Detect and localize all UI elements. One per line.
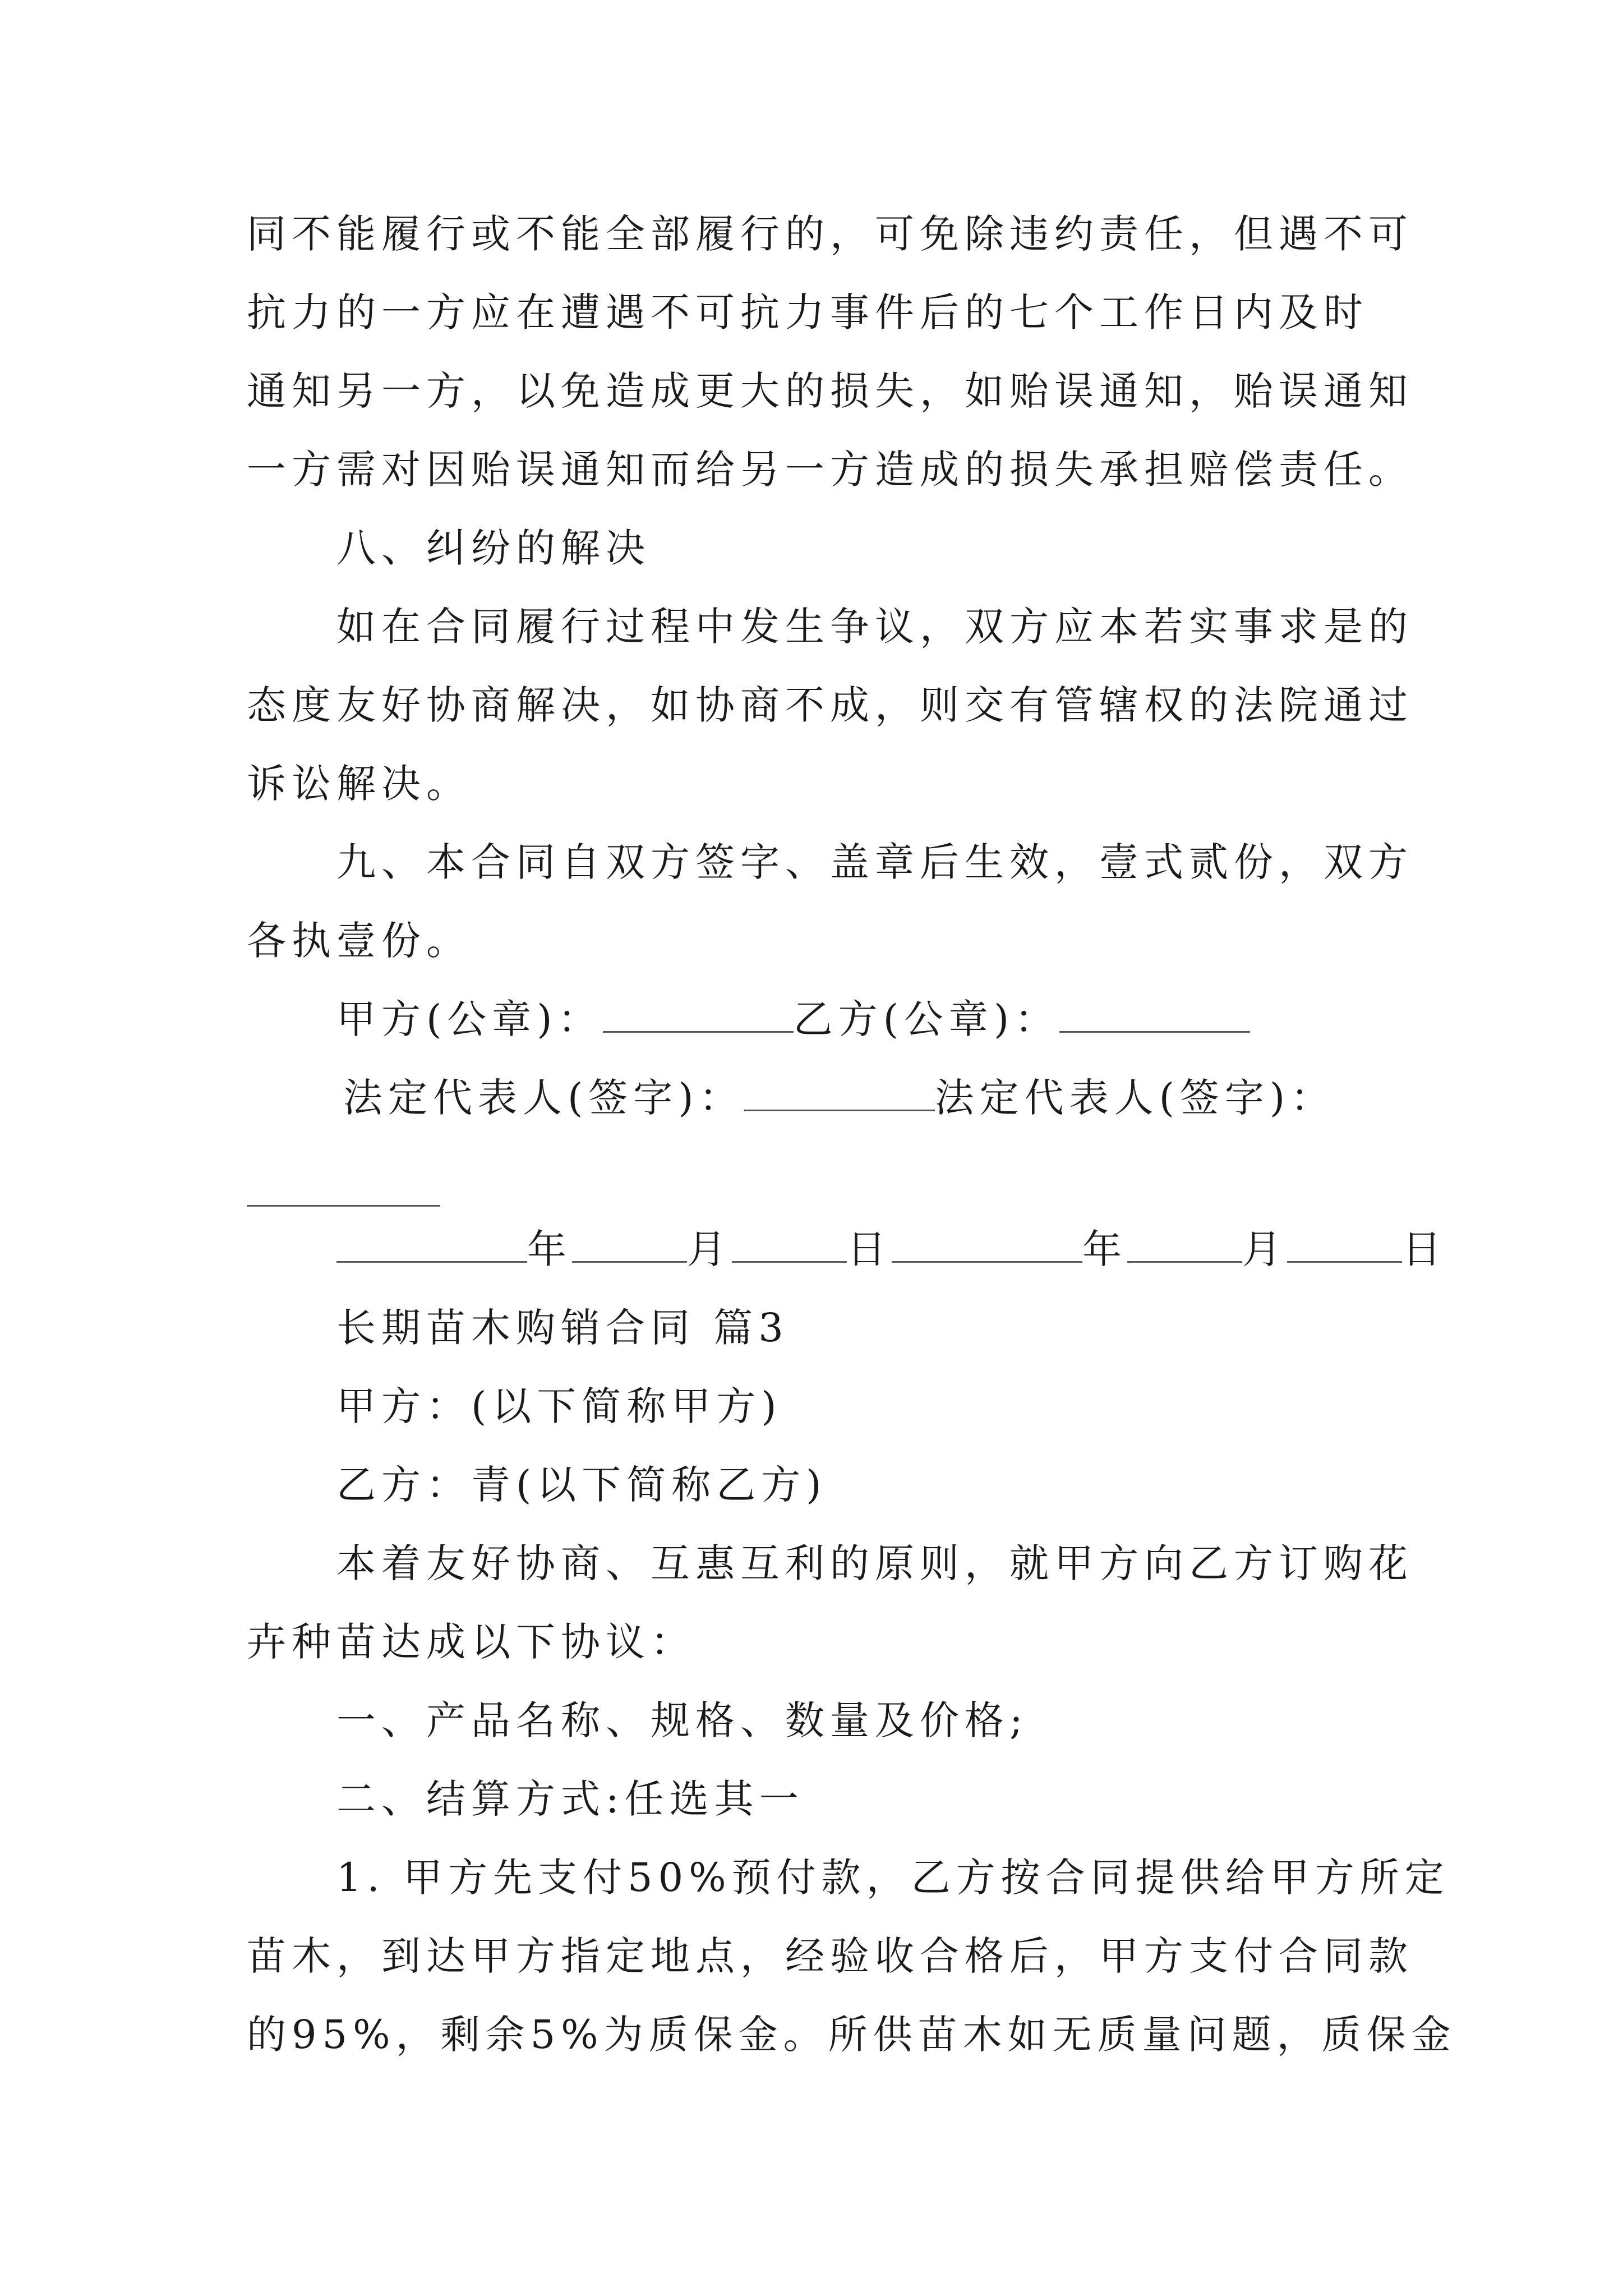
party-a-line: 甲方：(以下简称甲方) [336, 1383, 782, 1429]
date-b-year-blank [892, 1227, 1082, 1263]
clause-line: 的95%，剩余5%为质保金。所供苗木如无质量问题，质保金 [247, 2012, 1456, 2058]
section-heading: 八、纠纷的解决 [336, 525, 651, 571]
paragraph-line: 诉讼解决。 [247, 761, 471, 807]
date-day-label: 日 [1402, 1226, 1447, 1272]
party-b-seal-blank [1059, 997, 1250, 1033]
intro-line: 卉种苗达成以下协议： [247, 1619, 695, 1665]
representative-row [343, 1073, 1335, 1123]
section-title: 长期苗木购销合同 篇3 [336, 1305, 789, 1351]
date-a-month-blank [572, 1227, 687, 1263]
rep-b-blank [247, 1205, 440, 1207]
clause-line: 苗木，到达甲方指定地点，经验收合格后，甲方支付合同款 [247, 1933, 1413, 1979]
seal-row [336, 994, 1250, 1045]
date-year-label: 年 [1082, 1226, 1127, 1272]
paragraph-line: 态度友好协商解决，如协商不成，则交有管辖权的法院通过 [247, 682, 1413, 728]
rep-b-label: 法定代表人(签字)： [934, 1075, 1336, 1121]
date-month-label: 月 [1242, 1226, 1287, 1272]
paragraph-line: 同不能履行或不能全部履行的，可免除违约责任，但遇不可 [247, 211, 1413, 257]
rep-a-blank [744, 1076, 935, 1111]
clause-line: 1. 甲方先支付50%预付款，乙方按合同提供给甲方所定 [336, 1855, 1450, 1901]
party-a-seal-label: 甲方(公章)： [336, 996, 603, 1042]
date-month-label: 月 [687, 1226, 732, 1272]
paragraph-line: 通知另一方，以免造成更大的损失，如贻误通知，贻误通知 [247, 368, 1413, 414]
party-b-line: 乙方：青(以下简称乙方) [336, 1462, 827, 1508]
paragraph-line: 抗力的一方应在遭遇不可抗力事件后的七个工作日内及时 [247, 289, 1368, 335]
party-b-seal-label: 乙方(公章)： [793, 996, 1060, 1042]
date-a-year-blank [336, 1227, 527, 1263]
date-a-day-blank [732, 1227, 847, 1263]
clause-heading: 二、结算方式:任选其一 [336, 1776, 804, 1822]
date-b-day-blank [1287, 1227, 1402, 1263]
rep-a-label: 法定代表人(签字)： [343, 1075, 744, 1121]
paragraph-line: 一方需对因贻误通知而给另一方造成的损失承担赔偿责任。 [247, 447, 1413, 493]
paragraph-line: 各执壹份。 [247, 918, 471, 964]
date-b-month-blank [1127, 1227, 1242, 1263]
date-day-label: 日 [847, 1226, 892, 1272]
intro-line: 本着友好协商、互惠互利的原则，就甲方向乙方订购花 [336, 1540, 1413, 1586]
paragraph-line: 如在合同履行过程中发生争议，双方应本若实事求是的 [336, 604, 1413, 650]
date-row [336, 1224, 1447, 1274]
clause-heading: 一、产品名称、规格、数量及价格; [336, 1697, 1029, 1743]
party-a-seal-blank [603, 997, 794, 1033]
paragraph-line: 九、本合同自双方签字、盖章后生效，壹式贰份，双方 [336, 839, 1413, 885]
date-year-label: 年 [527, 1226, 572, 1272]
